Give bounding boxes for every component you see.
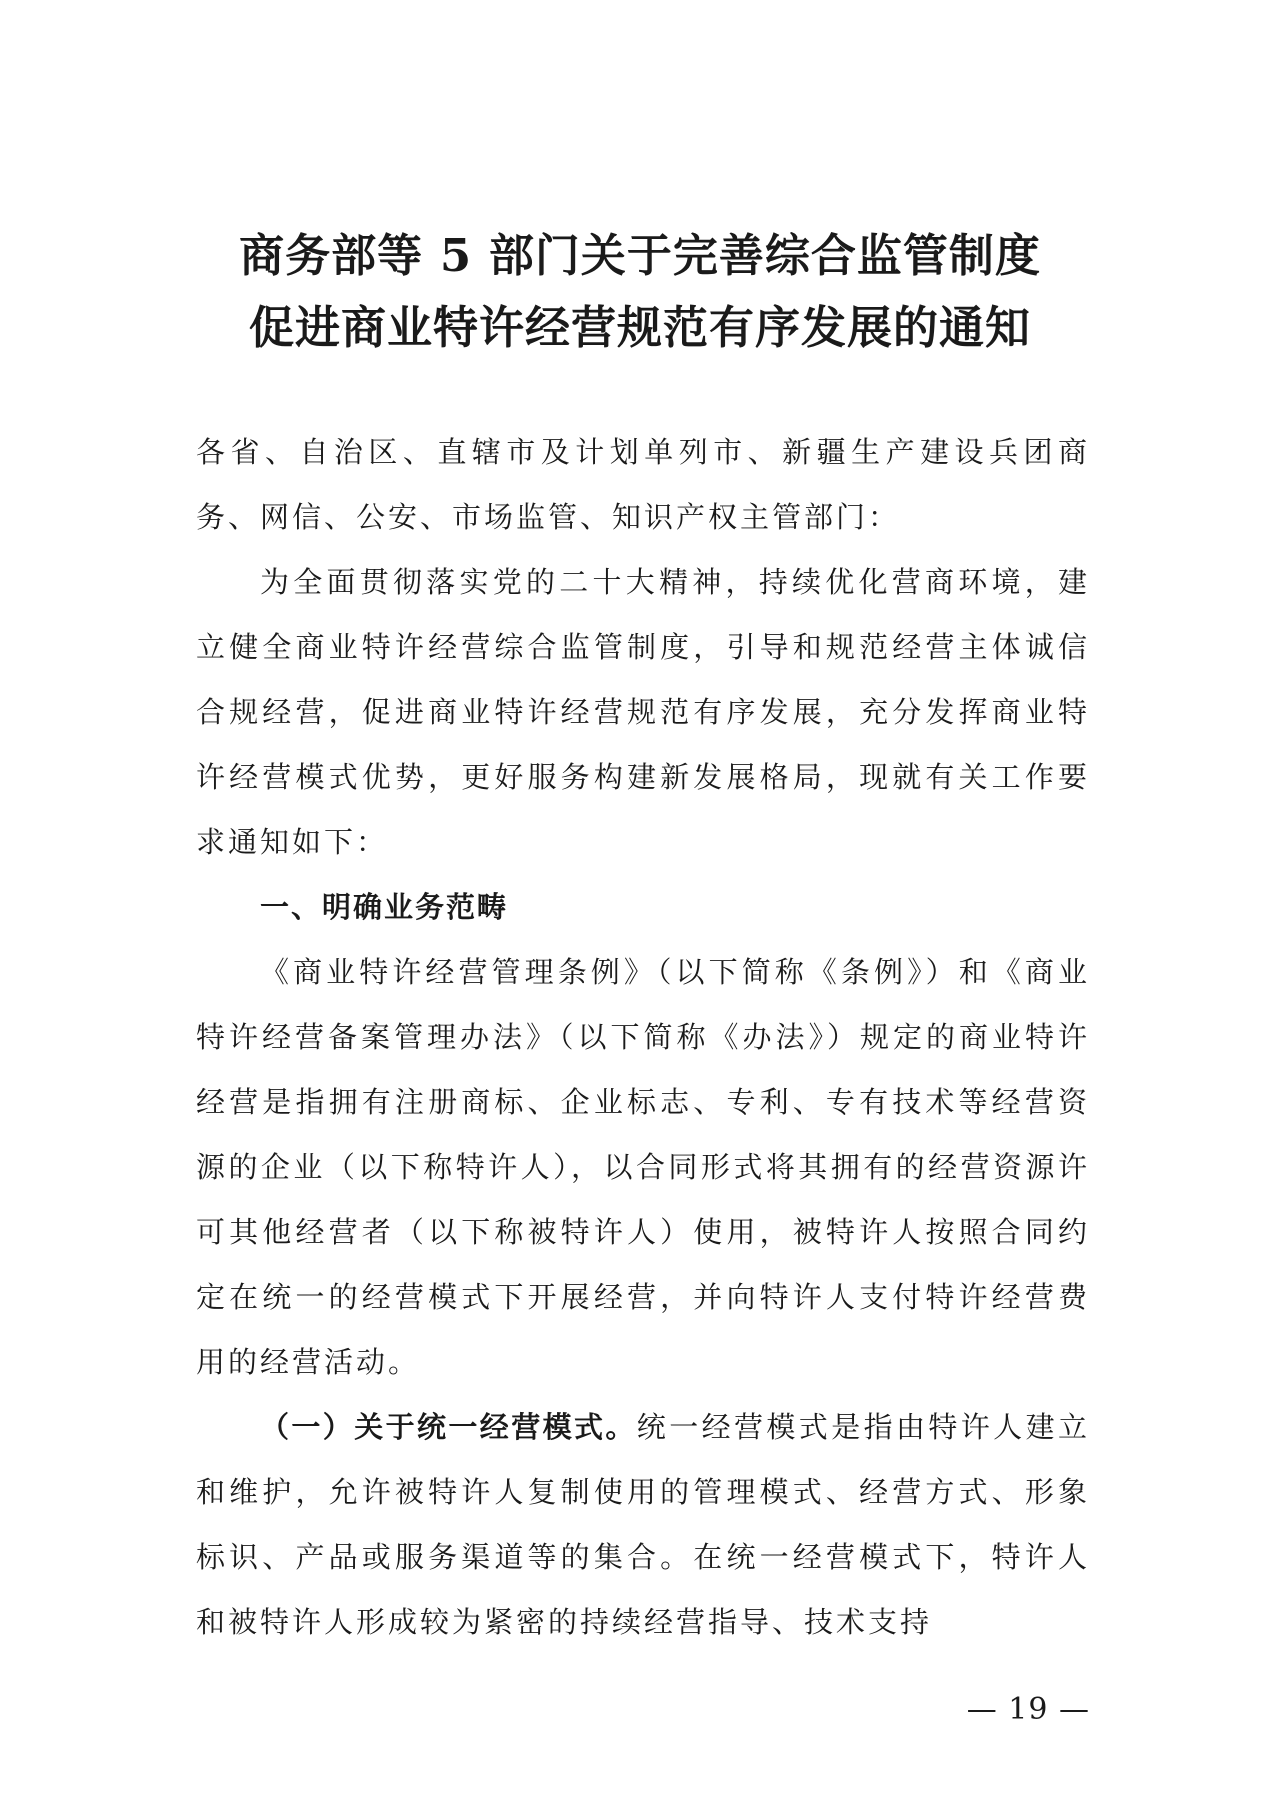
subsection-1-label: （一）关于统一经营模式。: [260, 1410, 637, 1444]
document-body: [196, 420, 1090, 1655]
intro-paragraph: 为全面贯彻落实党的二十大精神，持续优化营商环境，建立健全商业特许经营综合监管制度，引导和规范经营主体诚信合规经营，促进商业特许经营规范有序发展，充分发挥商业特许经营模式优势，更好服务构建新发展格局，现就有关工作要求通知如下：: [196, 565, 1090, 859]
subsection-1-paragraph: [196, 1395, 1090, 1655]
section-1-paragraph: 《商业特许经营管理条例》（以下简称《条例》）和《商业特许经营备案管理办法》（以下简称《办法》）规定的商业特许经营是指拥有注册商标、企业标志、专利、专有技术等经营资源的企业（以下称特许人），以合同形式将其拥有的经营资源许可其他经营者（以下称被特许人）使用，被特许人按照合同约定在统一的经营模式下开展经营，并向特许人支付特许经营费用的经营活动。: [196, 955, 1090, 1379]
section-heading-1: 一、明确业务范畴: [260, 890, 509, 924]
salutation: 各省、自治区、直辖市及计划单列市、新疆生产建设兵团商务、网信、公安、市场监管、知识产权主管部门：: [196, 435, 1090, 534]
subsection-1-text: 统一经营模式是指由特许人建立和维护，允许被特许人复制使用的管理模式、经营方式、形象标识、产品或服务渠道等的集合。在统一经营模式下，特许人和被特许人形成较为紧密的持续经营指导、技术支持: [196, 1410, 1090, 1639]
title-line-1: 商务部等 5 部门关于完善综合监管制度: [239, 229, 1041, 282]
document-title: [0, 220, 1280, 364]
title-line-2: 促进商业特许经营规范有序发展的通知: [248, 301, 1031, 354]
page-number: — 19 —: [966, 1692, 1090, 1727]
